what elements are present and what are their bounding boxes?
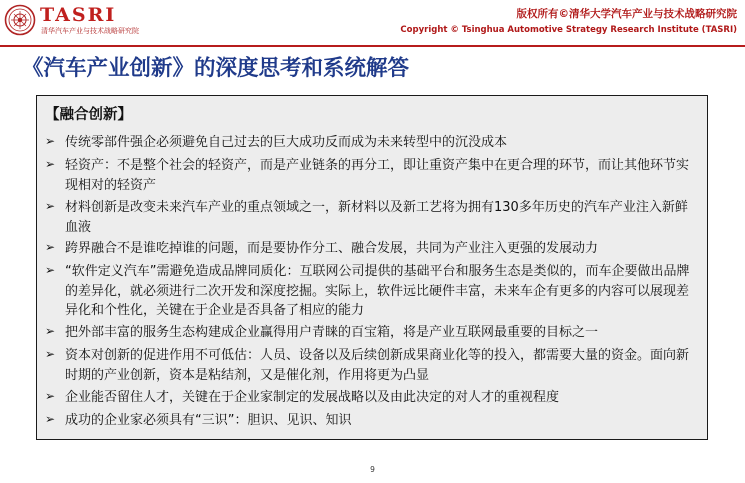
bullet-text: 资本对创新的促进作用不可低估：人员、设备以及后续创新成果商业化等的投入，都需要大量的资金。面向新时期的产业创新，资本是粘结剂，又是催化剂，作用将更为凸显: [65, 348, 690, 383]
logo-subtitle: 清华汽车产业与技术战略研究院: [41, 27, 139, 35]
copyright-en: Copyright © Tsinghua Automotive Strategy Research Institute (TASRI): [400, 25, 737, 35]
arrow-bullet-icon: ➢: [45, 389, 56, 403]
tasri-logo: [4, 4, 154, 40]
bullet-text: “软件定义汽车”需避免造成品牌同质化：互联网公司提供的基础平台和服务生态是类似的，而车企要做出品牌的差异化，就必须进行二次开发和深度挖掘。实际上，软件远比硬件丰富，未来车企有更多的内容可以展现差异化和个性化，关键在于企业是否具备了相应的能力: [65, 264, 690, 318]
slide-title: 《汽车产业创新》的深度思考和系统解答: [22, 56, 410, 81]
bullet-text: 材料创新是改变未来汽车产业的重点领域之一，新材料以及新工艺将为拥有130多年历史的汽车产业注入新鲜血液: [65, 200, 688, 235]
arrow-bullet-icon: ➢: [45, 412, 56, 426]
bullet-text: 企业能否留住人才，关键在于企业家制定的发展战略以及由此决定的对人才的重视程度: [65, 390, 560, 405]
logo-name: TASRI: [40, 4, 117, 26]
copyright-cn: 版权所有©清华大学汽车产业与技术战略研究院: [516, 8, 737, 20]
bullet-text: 成功的企业家必须具有“三识”：胆识、见识、知识: [65, 413, 352, 428]
arrow-bullet-icon: ➢: [45, 199, 56, 213]
box-heading: 【融合创新】: [45, 107, 132, 123]
header-divider: [0, 45, 745, 47]
seal-icon: [4, 4, 36, 36]
bullet-list: [37, 96, 707, 439]
bullet-text: 把外部丰富的服务生态构建成企业赢得用户青睐的百宝箱，将是产业互联网最重要的目标之一: [65, 325, 599, 340]
arrow-bullet-icon: ➢: [45, 240, 56, 254]
arrow-bullet-icon: ➢: [45, 347, 56, 361]
bullet-text: 轻资产：不是整个社会的轻资产，而是产业链条的再分工，即让重资产集中在更合理的环节，而让其他环节实现相对的轻资产: [65, 158, 690, 193]
content-box: [36, 95, 708, 440]
copyright-block: [400, 6, 737, 35]
arrow-bullet-icon: ➢: [45, 134, 56, 148]
arrow-bullet-icon: ➢: [45, 157, 56, 171]
page-number: 9: [370, 465, 375, 474]
arrow-bullet-icon: ➢: [45, 263, 56, 277]
bullet-text: 传统零部件强企必须避免自己过去的巨大成功反而成为未来转型中的沉没成本: [65, 135, 508, 150]
bullet-text: 跨界融合不是谁吃掉谁的问题，而是要协作分工、融合发展，共同为产业注入更强的发展动力: [65, 241, 599, 256]
arrow-bullet-icon: ➢: [45, 324, 56, 338]
